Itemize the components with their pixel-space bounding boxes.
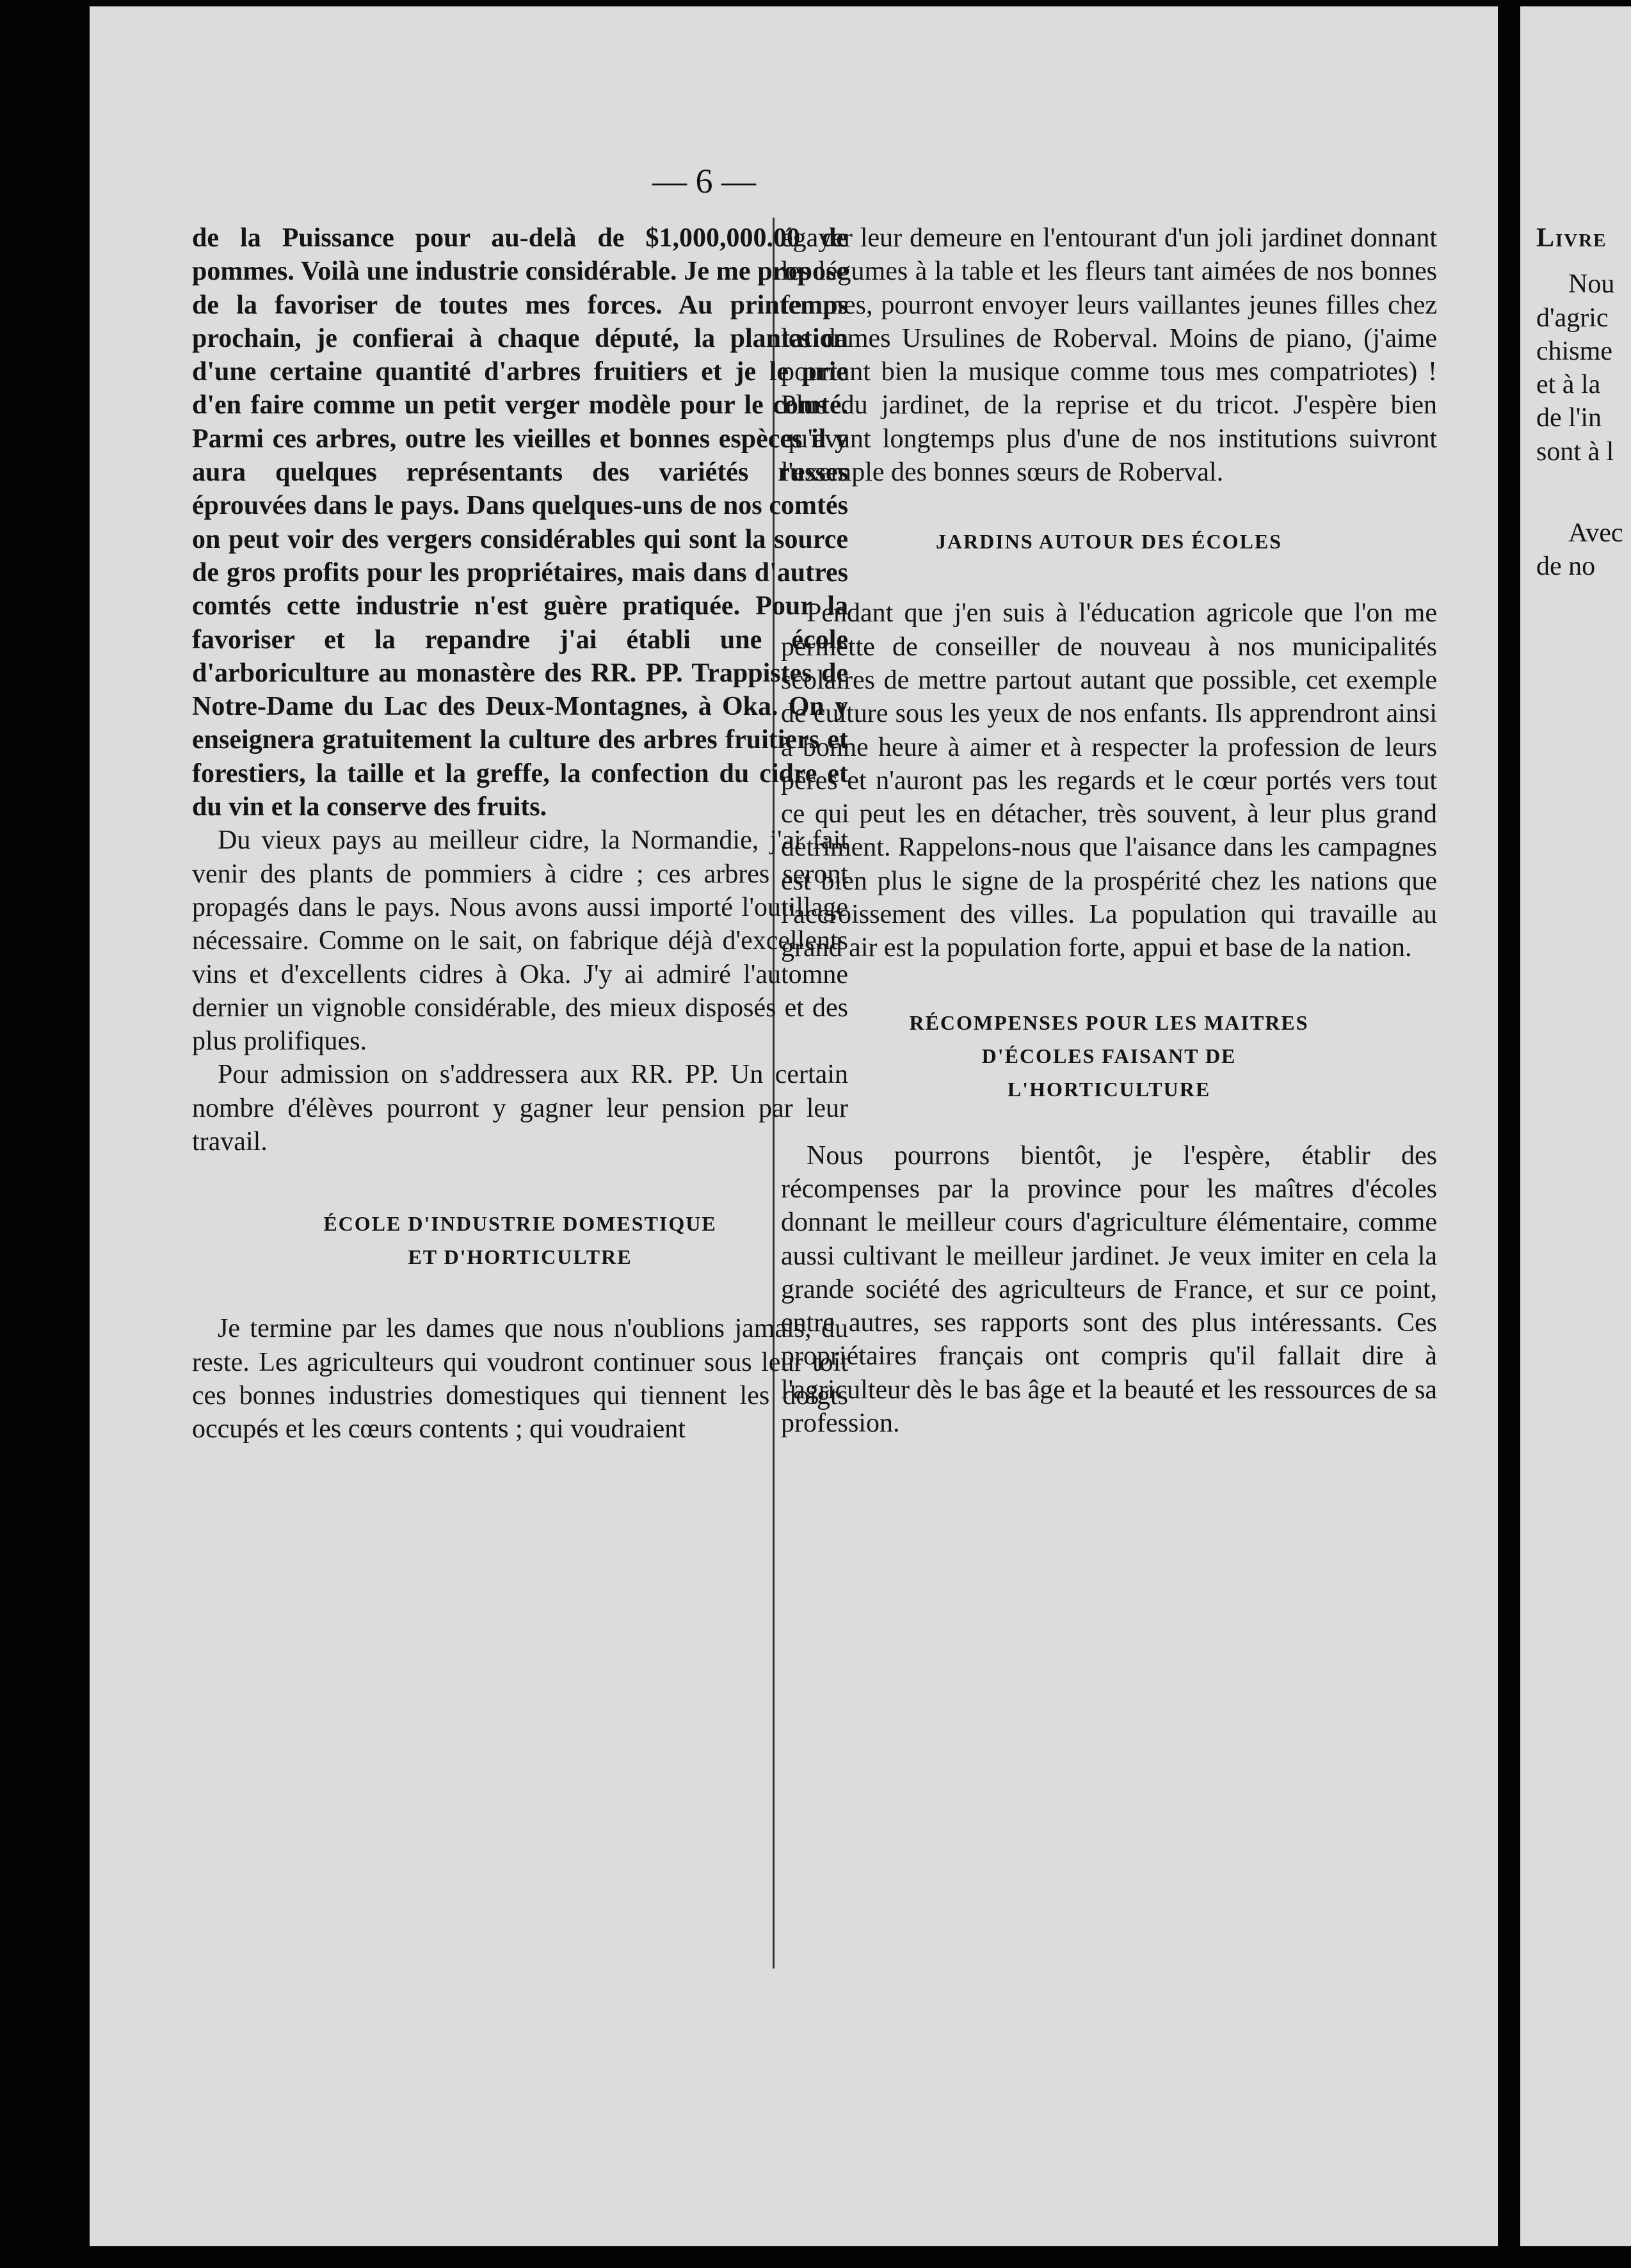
next-page-line: Avec — [1568, 518, 1623, 548]
heading-recompenses — [781, 1006, 1437, 1106]
right-column — [781, 221, 1437, 1440]
heading-line: ÉCOLE D'INDUSTRIE DOMESTIQUE — [323, 1212, 717, 1236]
heading-line: L'HORTICULTURE — [1007, 1077, 1211, 1101]
next-page-line: de l'in — [1536, 403, 1602, 433]
next-page-line: chisme — [1536, 336, 1612, 366]
next-page-text-fragment — [1536, 221, 1623, 584]
paragraph-recompenses: Nous pourrons bientôt, je l'espère, établir des récompenses par la province pour les maîtres d'écoles donnant le meilleur cours d'agriculture élémentaire, comme aussi cultivant le meilleur jardinet. Je veux imiter en cela la grande société des agriculteurs de France, et sur ce point, entre autres, ses rapports sont des plus intéressants. Ces propriétaires français ont compris qu'il fallait dire à l'agriculteur dès le bas âge et la beauté et les ressources de sa profession. — [781, 1140, 1437, 1439]
next-page-line: de no — [1536, 552, 1596, 582]
heading-line: JARDINS AUTOUR DES ÉCOLES — [935, 530, 1283, 554]
heading-jardins-ecoles — [781, 525, 1437, 558]
next-page-line: et à la — [1536, 370, 1601, 400]
page-number: — 6 — — [652, 162, 756, 200]
paragraph-normandie: Du vieux pays au meilleur cidre, la Normandie, j'ai fait venir des plants de pommiers à cidre ; ces arbres seront propagés dans le pays. Nous avons aussi importé l'outillage nécessaire. Comme on le sait, on fabrique déjà d'excellents vins et d'excellents cidres à Oka. J'y ai admiré l'automne dernier un vignoble considérable, des mieux disposés et des plus prolifiques. — [192, 826, 848, 1057]
heading-line: D'ÉCOLES FAISANT DE — [981, 1044, 1237, 1067]
paragraph-orchards: de la Puissance pour au-delà de $1,000,000.00 de pommes. Voilà une industrie considérable. Je me propose de la favoriser de toutes mes forces. Au printemps prochain, je confierai à chaque député, la plantation d'une certaine quantité d'arbres fruitiers et je le prie d'en faire comme un petit verger modèle pour le comté. Parmi ces arbres, outre les vieilles et bonnes espèces il y aura quelques représentants des variétés russes éprouvées dans le pays. Dans quelques-uns de nos comtés on peut voir des vergers considérables qui sont la source de gros profits pour les propriétaires, mais dans d'autres comtés cette industrie n'est guère pratiquée. Pour la favoriser et la repandre j'ai établi une école d'arboriculture au monastère des RR. PP. Trappistes de Notre-Dame du Lac des Deux-Montagnes, à Oka. On y enseignera gratuitement la culture des arbres fruitiers et forestiers, la taille et la greffe, la confection du cidre et du vin et la conserve des fruits. — [192, 223, 848, 822]
paragraph-admission: Pour admission on s'addressera aux RR. PP. Un certain nombre d'élèves pourront y gagner leur pension par leur travail. — [192, 1060, 848, 1157]
next-page-line: d'agric — [1536, 303, 1609, 333]
heading-line: ET D'HORTICULTRE — [408, 1245, 632, 1269]
paragraph-ursulines: égayer leur demeure en l'entourant d'un joli jardinet donnant les légumes à la table et les fleurs tant aimées de nos bonnes femmes, pourront envoyer leurs vaillantes jeunes filles chez les dames Ursulines de Roberval. Moins de piano, (j'aime pourtant bien la musique comme tous mes compatriotes) ! Plus du jardinet, de la reprise et du tricot. J'espère bien qu'avant longtemps plus d'une de nos institutions suivront l'exemple des bonnes sœurs de Roberval. — [781, 223, 1437, 488]
left-column — [192, 221, 848, 1446]
heading-ecole-industrie — [192, 1207, 848, 1274]
next-page-line: sont à l — [1536, 436, 1614, 467]
paragraph-dames: Je termine par les dames que nous n'oublions jamais, du reste. Les agriculteurs qui voudront continuer sous leur toit ces bonnes industries domestiques qui tiennent les doigts occupés et les cœurs contents ; qui voudraient — [192, 1314, 848, 1444]
next-page-line: Nou — [1568, 269, 1615, 299]
paragraph-education-agricole: Pendant que j'en suis à l'éducation agricole que l'on me permette de conseiller de nouveau à nos municipalités scolaires de mettre partout autant que possible, cet exemple de culture sous les yeux de nos enfants. Ils apprendront ainsi à bonne heure à aimer et à respecter la profession de leurs pères et n'auront pas les regards et le cœur portés vers tout ce qui peut les en détacher, très souvent, à leur plus grand détriment. Rappelons-nous que l'aisance dans les campagnes est bien plus le signe de la prospérité chez les nations que l'accroissement des villes. La population qui travaille au grand air est la population forte, appui et base de la nation. — [781, 598, 1437, 963]
next-page-line: Livre — [1536, 223, 1607, 253]
heading-line: RÉCOMPENSES POUR LES MAITRES — [909, 1010, 1309, 1034]
